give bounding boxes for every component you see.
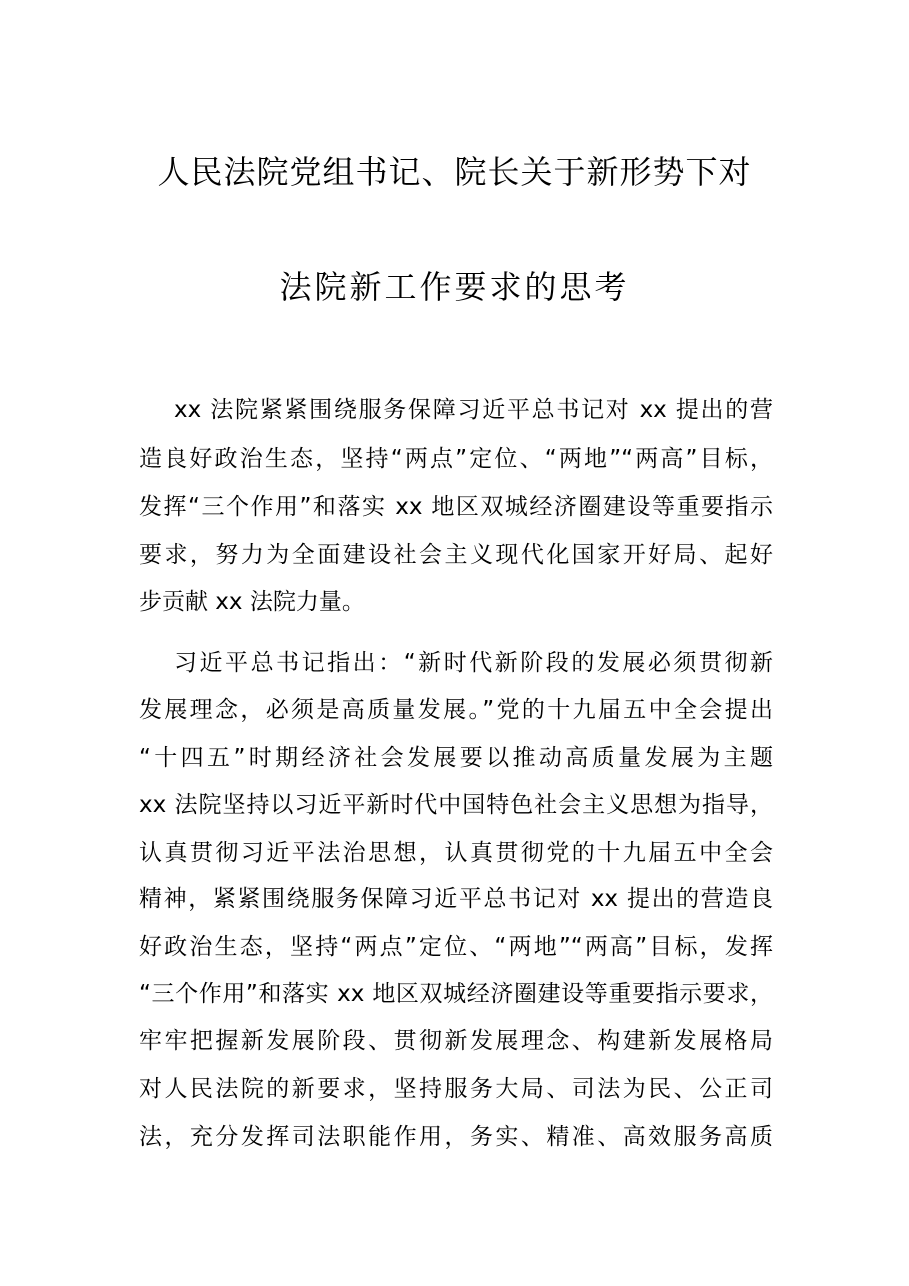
paragraph-2-line-7: 好政治生态，坚持“两点”定位、“两地”“两高”目标，发挥	[139, 934, 773, 960]
document-title-line-2: 法院新工作要求的思考	[279, 268, 630, 306]
paragraph-2-line-1: 习近平总书记指出：“新时代新阶段的发展必须贯彻新	[174, 650, 773, 676]
paragraph-2-line-11: 法，充分发挥司法职能作用，务实、精准、高效服务高质	[139, 1124, 773, 1150]
paragraph-2-line-3: “十四五”时期经济社会发展要以推动高质量发展为主题	[139, 745, 773, 771]
paragraph-2-line-2: 发展理念，必须是高质量发展。”党的十九届五中全会提出	[139, 697, 773, 723]
paragraph-2-line-10: 对人民法院的新要求，坚持服务大局、司法为民、公正司	[139, 1076, 773, 1102]
document-title-line-1: 人民法院党组书记、院长关于新形势下对	[157, 153, 752, 191]
paragraph-1-line-1: xx 法院紧紧围绕服务保障习近平总书记对 xx 提出的营	[174, 397, 773, 423]
paragraph-1-line-2: 造良好政治生态，坚持“两点”定位、“两地”“两高”目标，	[139, 446, 773, 472]
paragraph-1-line-3: 发挥“三个作用”和落实 xx 地区双城经济圈建设等重要指示	[139, 494, 773, 520]
paragraph-1-line-4: 要求，努力为全面建设社会主义现代化国家开好局、起好	[139, 542, 773, 568]
paragraph-2-line-5: 认真贯彻习近平法治思想，认真贯彻党的十九届五中全会	[139, 840, 773, 866]
paragraph-2-line-4: xx 法院坚持以习近平新时代中国特色社会主义思想为指导，	[139, 792, 773, 818]
paragraph-1-line-5: 步贡献 xx 法院力量。	[139, 589, 365, 615]
paragraph-2-line-9: 牢牢把握新发展阶段、贯彻新发展理念、构建新发展格局	[139, 1028, 773, 1054]
paragraph-2-line-6: 精神，紧紧围绕服务保障习近平总书记对 xx 提出的营造良	[139, 886, 773, 912]
paragraph-2-line-8: “三个作用”和落实 xx 地区双城经济圈建设等重要指示要求，	[139, 981, 773, 1007]
